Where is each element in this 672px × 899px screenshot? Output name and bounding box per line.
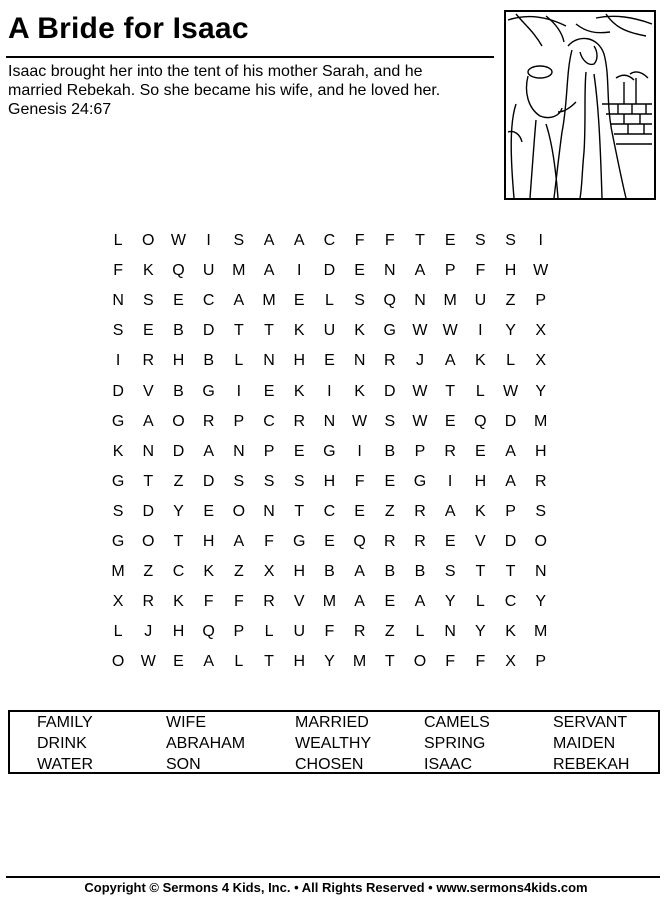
grid-letter: E — [354, 262, 365, 280]
grid-letter: M — [322, 593, 337, 611]
grid-letter: E — [173, 292, 184, 310]
grid-letter: E — [384, 593, 396, 611]
grid-letter: N — [384, 262, 396, 280]
grid-letter: Y — [535, 593, 547, 611]
page-title: A Bride for Isaac — [8, 12, 249, 45]
grid-letter: E — [173, 653, 184, 671]
grid-letter: Q — [474, 412, 487, 430]
grid-letter: L — [234, 352, 244, 370]
grid-letter: W — [412, 382, 428, 400]
grid-letter: A — [203, 442, 214, 460]
grid-letter: O — [172, 412, 185, 430]
grid-letter: K — [142, 262, 154, 280]
grid-letter: X — [112, 593, 124, 611]
grid-letter: Q — [383, 292, 396, 310]
grid-letter: A — [444, 352, 456, 370]
grid-letter: H — [323, 472, 336, 490]
grid-letter: P — [414, 442, 426, 460]
grid-letter: M — [534, 623, 548, 641]
grid-letter: P — [444, 262, 456, 280]
grid-row — [103, 587, 556, 617]
word-list-item: FAMILY — [37, 714, 93, 731]
grid-letter: W — [140, 653, 156, 671]
grid-letter: A — [233, 532, 245, 550]
grid-letter: S — [384, 412, 396, 430]
grid-letter: P — [233, 623, 245, 641]
grid-letter: D — [172, 442, 185, 460]
grid-letter: T — [264, 653, 274, 671]
grid-letter: E — [444, 532, 456, 550]
grid-letter: W — [412, 412, 428, 430]
grid-letter: G — [383, 322, 396, 340]
grid-letter: X — [263, 563, 275, 581]
grid-letter: Z — [173, 472, 184, 490]
grid-letter: L — [475, 382, 485, 400]
grid-letter: A — [263, 262, 275, 280]
grid-letter: P — [505, 502, 516, 520]
grid-letter: S — [475, 232, 486, 250]
grid-letter: H — [293, 352, 305, 370]
grid-letter: A — [263, 232, 275, 250]
grid-letter: I — [327, 382, 332, 400]
grid-letter: M — [232, 262, 246, 280]
grid-letter: H — [504, 262, 517, 280]
grid-letter: G — [202, 382, 215, 400]
grid-letter: U — [202, 262, 215, 280]
grid-row — [103, 376, 556, 406]
grid-letter: S — [233, 232, 245, 250]
grid-letter: W — [170, 232, 187, 250]
grid-letter: S — [535, 502, 547, 520]
grid-letter: L — [415, 623, 425, 641]
grid-row — [103, 437, 556, 467]
grid-letter: V — [142, 382, 154, 400]
word-list-item: WATER — [37, 756, 93, 773]
word-list-item: SON — [166, 756, 201, 773]
grid-letter: H — [172, 623, 185, 641]
grid-letter: M — [352, 653, 367, 671]
grid-letter: D — [202, 322, 215, 340]
grid-letter: S — [112, 322, 124, 340]
word-list-item: ISAAC — [424, 756, 473, 773]
grid-letter: T — [233, 322, 244, 340]
grid-letter: N — [263, 352, 275, 370]
grid-letter: E — [293, 442, 305, 460]
illustration-drawing — [506, 12, 654, 198]
grid-letter: P — [233, 412, 245, 430]
grid-letter: S — [505, 232, 516, 250]
verse-line-2: married Rebekah. So she became his wife, and he loved her. — [8, 82, 441, 99]
word-list-item: DRINK — [37, 735, 87, 752]
copyright-notice: Copyright © Sermons 4 Kids, Inc. • All Rights Reserved • www.sermons4kids.com — [84, 880, 588, 895]
grid-letter: E — [444, 232, 456, 250]
grid-letter: D — [384, 382, 396, 400]
grid-letter: N — [414, 292, 426, 310]
grid-letter: Y — [535, 382, 547, 400]
grid-letter: J — [144, 623, 153, 641]
grid-letter: S — [233, 472, 245, 490]
grid-letter: D — [142, 502, 155, 520]
grid-letter: R — [414, 502, 426, 520]
word-list-item: SERVANT — [553, 714, 628, 731]
grid-letter: I — [206, 232, 211, 250]
grid-letter: U — [293, 623, 305, 641]
grid-letter: Q — [202, 623, 215, 641]
word-list-box — [8, 710, 660, 774]
grid-letter: B — [324, 563, 335, 581]
grid-letter: R — [353, 623, 366, 641]
grid-letter: L — [506, 352, 515, 370]
grid-letter: I — [447, 472, 453, 490]
grid-letter: T — [505, 563, 516, 581]
grid-letter: T — [264, 322, 274, 340]
grid-letter: T — [294, 502, 305, 520]
word-list-item: CHOSEN — [295, 756, 364, 773]
grid-letter: F — [354, 472, 365, 490]
grid-letter: O — [232, 502, 246, 520]
grid-letter: F — [233, 593, 244, 611]
grid-letter: G — [292, 532, 306, 550]
grid-letter: C — [504, 593, 517, 611]
grid-row — [103, 617, 556, 647]
grid-letter: W — [502, 382, 519, 400]
grid-letter: R — [263, 593, 275, 611]
grid-letter: X — [505, 653, 516, 671]
grid-row — [103, 497, 556, 527]
grid-letter: K — [475, 502, 486, 520]
grid-letter: A — [233, 292, 245, 310]
grid-letter: L — [113, 623, 123, 641]
grid-letter: K — [203, 563, 214, 581]
grid-letter: K — [475, 352, 486, 370]
grid-row — [103, 226, 556, 256]
grid-letter: K — [354, 322, 365, 340]
grid-letter: I — [538, 232, 543, 250]
grid-letter: S — [142, 292, 154, 310]
word-list-row — [10, 734, 658, 755]
word-list-item: WEALTHY — [295, 735, 372, 752]
grid-row — [103, 527, 556, 557]
grid-letter: H — [293, 563, 305, 581]
grid-letter: N — [444, 623, 456, 641]
grid-letter: A — [414, 593, 426, 611]
verse-line-1: Isaac brought her into the tent of his mother Sarah, and he — [8, 63, 423, 80]
grid-letter: R — [293, 412, 305, 430]
grid-letter: I — [236, 382, 242, 400]
grid-letter: Z — [384, 502, 395, 520]
grid-letter: E — [293, 292, 305, 310]
grid-letter: G — [111, 472, 125, 490]
grid-letter: E — [324, 352, 335, 370]
grid-letter: K — [293, 322, 305, 340]
grid-letter: A — [505, 472, 516, 490]
grid-row — [103, 316, 556, 346]
grid-letter: S — [444, 563, 456, 581]
grid-letter: M — [443, 292, 457, 310]
grid-letter: G — [111, 532, 125, 550]
grid-row — [103, 557, 556, 587]
grid-letter: L — [324, 292, 334, 310]
grid-letter: E — [203, 502, 214, 520]
grid-letter: S — [293, 472, 305, 490]
grid-letter: G — [323, 442, 336, 460]
grid-letter: N — [534, 563, 547, 581]
grid-letter: R — [142, 593, 155, 611]
grid-letter: A — [354, 563, 365, 581]
grid-row — [103, 256, 556, 286]
grid-letter: W — [442, 322, 458, 340]
word-list-item: CAMELS — [424, 714, 490, 731]
grid-letter: B — [414, 563, 426, 581]
grid-letter: L — [475, 593, 485, 611]
grid-letter: H — [474, 472, 487, 490]
grid-letter: E — [324, 532, 335, 550]
grid-letter: J — [415, 352, 424, 370]
grid-letter: A — [142, 412, 154, 430]
isaac-rebekah-illustration — [504, 10, 656, 200]
word-list-item: MAIDEN — [553, 735, 616, 752]
grid-letter: Z — [143, 563, 154, 581]
grid-letter: H — [202, 532, 215, 550]
bible-verse — [8, 62, 488, 119]
grid-letter: F — [324, 623, 335, 641]
grid-letter: E — [444, 412, 456, 430]
grid-letter: O — [534, 532, 547, 550]
grid-letter: S — [112, 502, 124, 520]
grid-letter: T — [415, 232, 425, 250]
grid-letter: R — [444, 442, 456, 460]
grid-letter: D — [504, 532, 517, 550]
grid-letter: T — [475, 563, 486, 581]
grid-letter: S — [263, 472, 275, 490]
grid-letter: N — [263, 502, 275, 520]
grid-letter: D — [323, 262, 336, 280]
grid-letter: B — [173, 322, 184, 340]
grid-letter: R — [202, 412, 215, 430]
grid-letter: E — [475, 442, 486, 460]
grid-letter: A — [414, 262, 426, 280]
grid-letter: K — [354, 382, 365, 400]
grid-letter: U — [323, 322, 336, 340]
grid-letter: L — [264, 623, 274, 641]
grid-letter: T — [445, 382, 456, 400]
grid-letter: P — [535, 653, 547, 671]
grid-letter: G — [413, 472, 427, 490]
grid-letter: B — [384, 442, 396, 460]
grid-row — [103, 407, 556, 437]
grid-letter: Z — [505, 292, 516, 310]
verse-reference: Genesis 24:67 — [8, 101, 112, 118]
grid-letter: C — [263, 412, 275, 430]
grid-letter: L — [234, 653, 244, 671]
grid-letter: D — [112, 382, 124, 400]
grid-letter: T — [384, 653, 395, 671]
grid-letter: N — [112, 292, 124, 310]
grid-letter: X — [535, 352, 547, 370]
grid-letter: X — [535, 322, 547, 340]
word-list-row — [10, 755, 658, 776]
grid-letter: O — [413, 653, 427, 671]
grid-letter: F — [264, 532, 274, 550]
grid-letter: Z — [233, 563, 244, 581]
grid-letter: A — [354, 593, 365, 611]
grid-letter: H — [172, 352, 185, 370]
grid-letter: Y — [324, 653, 335, 671]
word-list-item: WIFE — [166, 714, 206, 731]
grid-letter: G — [111, 412, 125, 430]
grid-letter: H — [293, 653, 305, 671]
grid-letter: F — [354, 232, 365, 250]
grid-letter: A — [505, 442, 516, 460]
grid-letter: W — [352, 412, 368, 430]
grid-letter: C — [202, 292, 215, 310]
grid-row — [103, 346, 556, 376]
word-search-grid — [103, 226, 556, 677]
grid-letter: F — [113, 262, 123, 280]
grid-letter: H — [534, 442, 547, 460]
grid-letter: C — [172, 563, 185, 581]
grid-letter: L — [113, 232, 123, 250]
word-list-item: MARRIED — [295, 714, 369, 731]
grid-letter: M — [534, 412, 548, 430]
grid-letter: K — [293, 382, 305, 400]
grid-letter: Q — [172, 262, 185, 280]
grid-letter: N — [353, 352, 366, 370]
grid-letter: I — [296, 262, 302, 280]
grid-letter: E — [142, 322, 154, 340]
grid-letter: F — [384, 232, 395, 250]
grid-letter: R — [384, 352, 396, 370]
grid-letter: W — [412, 322, 428, 340]
grid-letter: Y — [173, 502, 184, 520]
grid-letter: O — [142, 532, 155, 550]
grid-letter: U — [474, 292, 487, 310]
word-list-item: ABRAHAM — [166, 735, 246, 752]
grid-letter: D — [504, 412, 517, 430]
grid-row — [103, 467, 556, 497]
grid-letter: I — [478, 322, 483, 340]
grid-letter: P — [535, 292, 547, 310]
word-list-item: REBEKAH — [553, 756, 630, 773]
grid-letter: F — [475, 653, 486, 671]
grid-letter: I — [357, 442, 362, 460]
grid-letter: R — [414, 532, 426, 550]
grid-letter: A — [203, 653, 214, 671]
grid-letter: T — [173, 532, 184, 550]
word-list-item: SPRING — [424, 735, 486, 752]
grid-letter: V — [293, 593, 305, 611]
grid-letter: C — [323, 502, 336, 520]
grid-row — [103, 647, 556, 677]
word-list-row — [10, 713, 658, 734]
grid-letter: Y — [444, 593, 456, 611]
grid-letter: A — [444, 502, 456, 520]
grid-letter: K — [505, 623, 516, 641]
grid-letter: D — [202, 472, 215, 490]
grid-letter: F — [203, 593, 214, 611]
grid-letter: A — [293, 232, 305, 250]
grid-letter: F — [445, 653, 456, 671]
grid-letter: S — [354, 292, 365, 310]
grid-letter: N — [142, 442, 155, 460]
grid-letter: B — [203, 352, 214, 370]
grid-letter: V — [475, 532, 486, 550]
grid-letter: F — [475, 262, 486, 280]
grid-letter: R — [534, 472, 547, 490]
grid-row — [103, 286, 556, 316]
grid-letter: Q — [353, 532, 366, 550]
grid-letter: K — [112, 442, 124, 460]
grid-letter: N — [323, 412, 336, 430]
grid-letter: W — [533, 262, 549, 280]
grid-letter: E — [354, 502, 365, 520]
grid-letter: Y — [505, 322, 516, 340]
grid-letter: I — [115, 352, 121, 370]
grid-letter: Y — [475, 623, 486, 641]
grid-letter: T — [143, 472, 154, 490]
grid-letter: M — [262, 292, 276, 310]
grid-letter: E — [384, 472, 396, 490]
grid-letter: Z — [384, 623, 395, 641]
grid-letter: N — [233, 442, 245, 460]
grid-letter: R — [142, 352, 155, 370]
grid-letter: B — [173, 382, 184, 400]
grid-letter: K — [173, 593, 184, 611]
footer-divider — [6, 876, 660, 878]
grid-letter: O — [142, 232, 155, 250]
grid-letter: O — [111, 653, 125, 671]
grid-letter: M — [111, 563, 125, 581]
grid-letter: R — [384, 532, 396, 550]
grid-letter: C — [323, 232, 336, 250]
grid-letter: E — [263, 382, 275, 400]
grid-letter: P — [263, 442, 275, 460]
grid-letter: B — [384, 563, 396, 581]
title-divider — [6, 56, 494, 58]
